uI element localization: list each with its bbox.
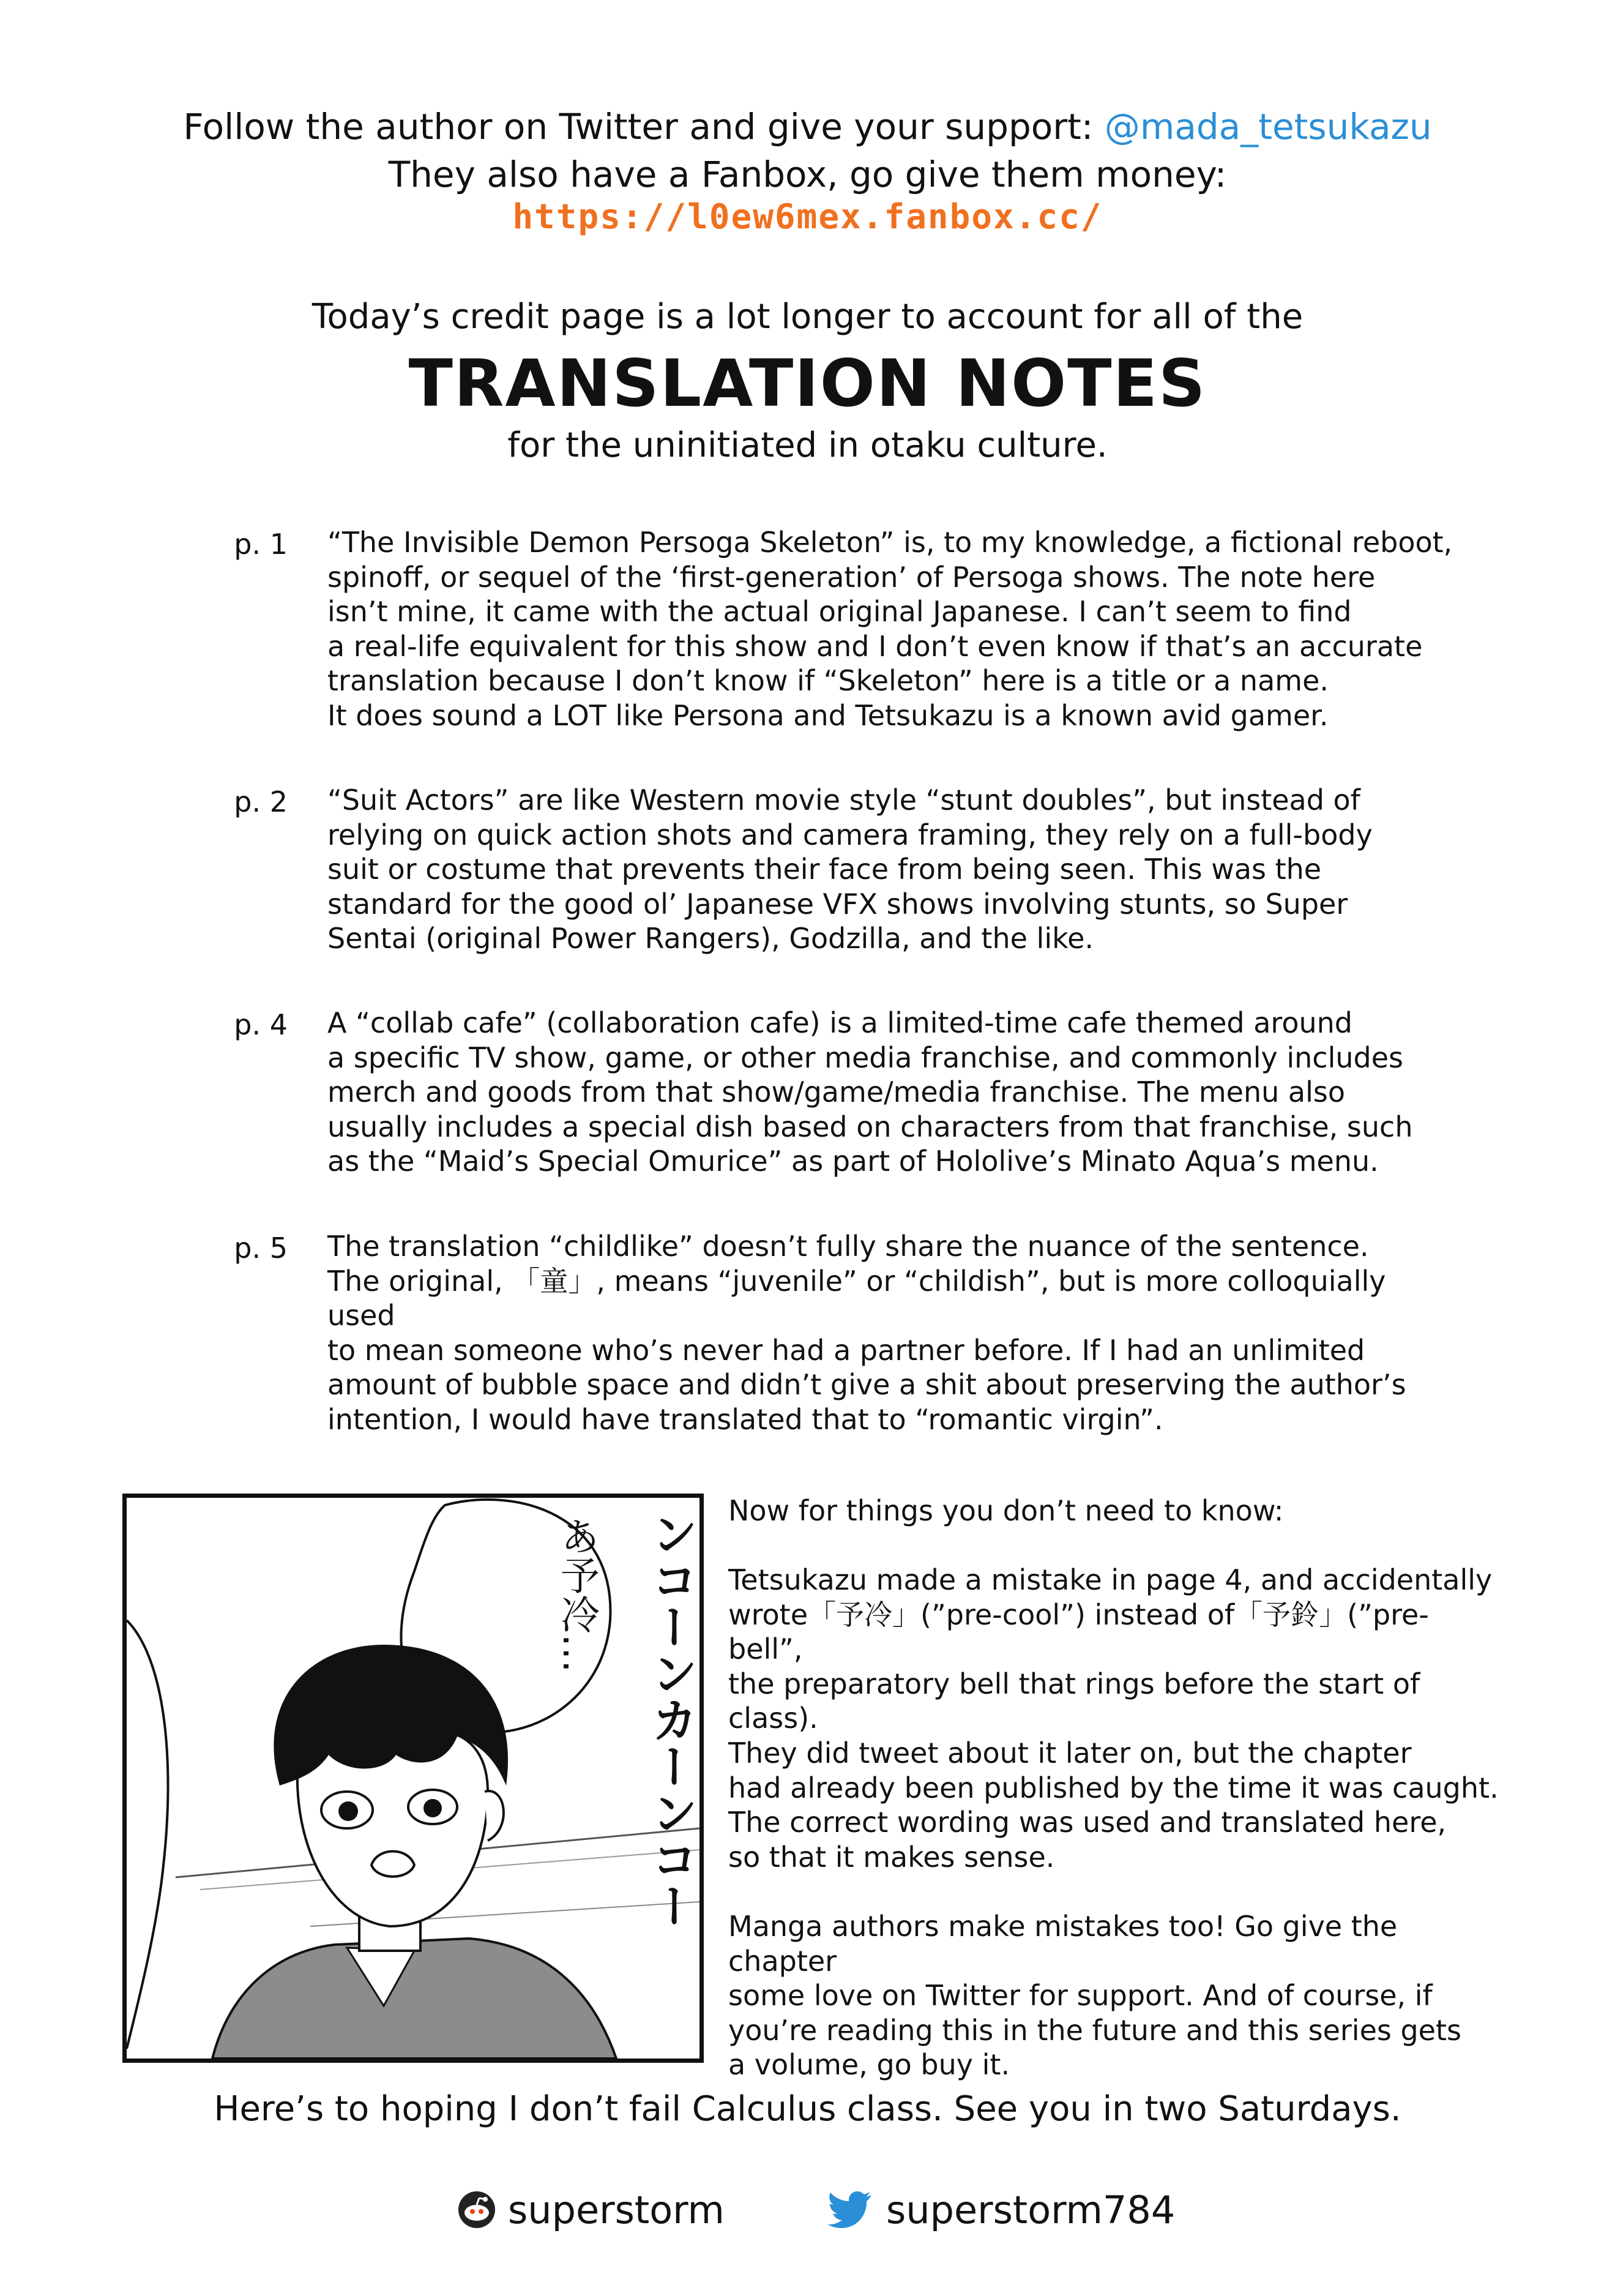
side-paragraph: Tetsukazu made a mistake in page 4, and accidentally wrote「予冷」(”pre-cool”) instead of「予鈴」(”pre-bell”, the preparatory bell that rings before the start of class). bbox=[728, 1563, 1493, 1735]
note-text: The translation “childlike” doesn’t fully share the nuance of the sentence. The original, 「童」, means “juvenile” or “childish”, but is more colloquially used to mean someone who’s never had a partner before. If I had an unlimited amount of bubble space and didn’t give a shit about preserving the author’s intention, I would have translated that to “romantic virgin”. bbox=[327, 1230, 1406, 1436]
speech-text: あ予冷… bbox=[554, 1516, 599, 1673]
manga-panel bbox=[122, 1494, 704, 2063]
page-subtitle: for the uninitiated in otaku culture. bbox=[507, 425, 1108, 465]
note-page-label: p. 1 bbox=[234, 528, 288, 561]
follow-text: Follow the author on Twitter and give your support: bbox=[183, 106, 1105, 148]
character-body bbox=[212, 1939, 616, 2059]
reddit-credit[interactable] bbox=[458, 2185, 725, 2234]
note-text: “The Invisible Demon Persoga Skeleton” is, to my knowledge, a fictional reboot, spinoff, or sequel of the ‘first-generation’ of Persoga shows. The note here isn’t mine, it came with the actual original Japanese. I can’t seem to find a real-life equivalent for this show and I don’t even know if that’s an accurate translation because I don’t know if “Skeleton” here is a title or a name. It does sound a LOT like Persona and Tetsukazu is a known avid gamer. bbox=[327, 526, 1453, 732]
follow-line bbox=[0, 105, 1615, 148]
twitter-credit[interactable] bbox=[826, 2185, 1175, 2234]
page-title: TRANSLATION NOTES bbox=[408, 346, 1207, 421]
twitter-bird-icon bbox=[826, 2190, 873, 2229]
reddit-username: superstorm bbox=[508, 2187, 725, 2232]
closing-line: Here’s to hoping I don’t fail Calculus class. See you in two Saturdays. bbox=[214, 2089, 1401, 2129]
note-text: A “collab cafe” (collaboration cafe) is a limited-time cafe themed around a specific TV show, game, or other media franchise, and commonly includes merch and goods from that show/game/media franchise. The menu also usually includes a special dish based on characters from that franchise, such as the “Maid’s Special Omurice” as part of Hololive’s Minato Aqua’s menu. bbox=[327, 1006, 1413, 1178]
fanbox-url-link[interactable]: https://l0ew6mex.fanbox.cc/ bbox=[512, 197, 1103, 237]
reddit-icon bbox=[458, 2191, 496, 2229]
fanbox-line: They also have a Fanbox, go give them money: bbox=[388, 154, 1227, 195]
intro-line: Today’s credit page is a lot longer to account for all of the bbox=[311, 297, 1304, 337]
bell-sfx-text: ンコーンカーンコー bbox=[644, 1510, 698, 1929]
manga-panel-illustration bbox=[127, 1498, 699, 2059]
side-paragraph: They did tweet about it later on, but the chapter had already been published by the time it was caught. The correct wording was used and translated here, so that it makes sense. bbox=[728, 1737, 1499, 1874]
twitter-username: superstorm784 bbox=[886, 2187, 1176, 2232]
note-page-label: p. 5 bbox=[234, 1232, 288, 1265]
character-face bbox=[297, 1730, 488, 1926]
twitter-handle-link[interactable]: @mada_tetsukazu bbox=[1104, 106, 1432, 148]
note-page-label: p. 2 bbox=[234, 785, 288, 818]
side-paragraph: Manga authors make mistakes too! Go give the chapter some love on Twitter for support. And of course, if you’re reading this in the future and this series gets a volume, go buy it. bbox=[728, 1910, 1461, 2081]
side-heading: Now for things you don’t need to know: bbox=[728, 1494, 1284, 1527]
note-text: “Suit Actors” are like Western movie style “stunt doubles”, but instead of relying on quick action shots and camera framing, they rely on a full-body suit or costume that prevents their face from being seen. This was the standard for the good ol’ Japanese VFX shows involving stunts, so Super Sentai (original Power Rangers), Godzilla, and the like. bbox=[327, 783, 1373, 955]
note-page-label: p. 4 bbox=[234, 1008, 288, 1041]
